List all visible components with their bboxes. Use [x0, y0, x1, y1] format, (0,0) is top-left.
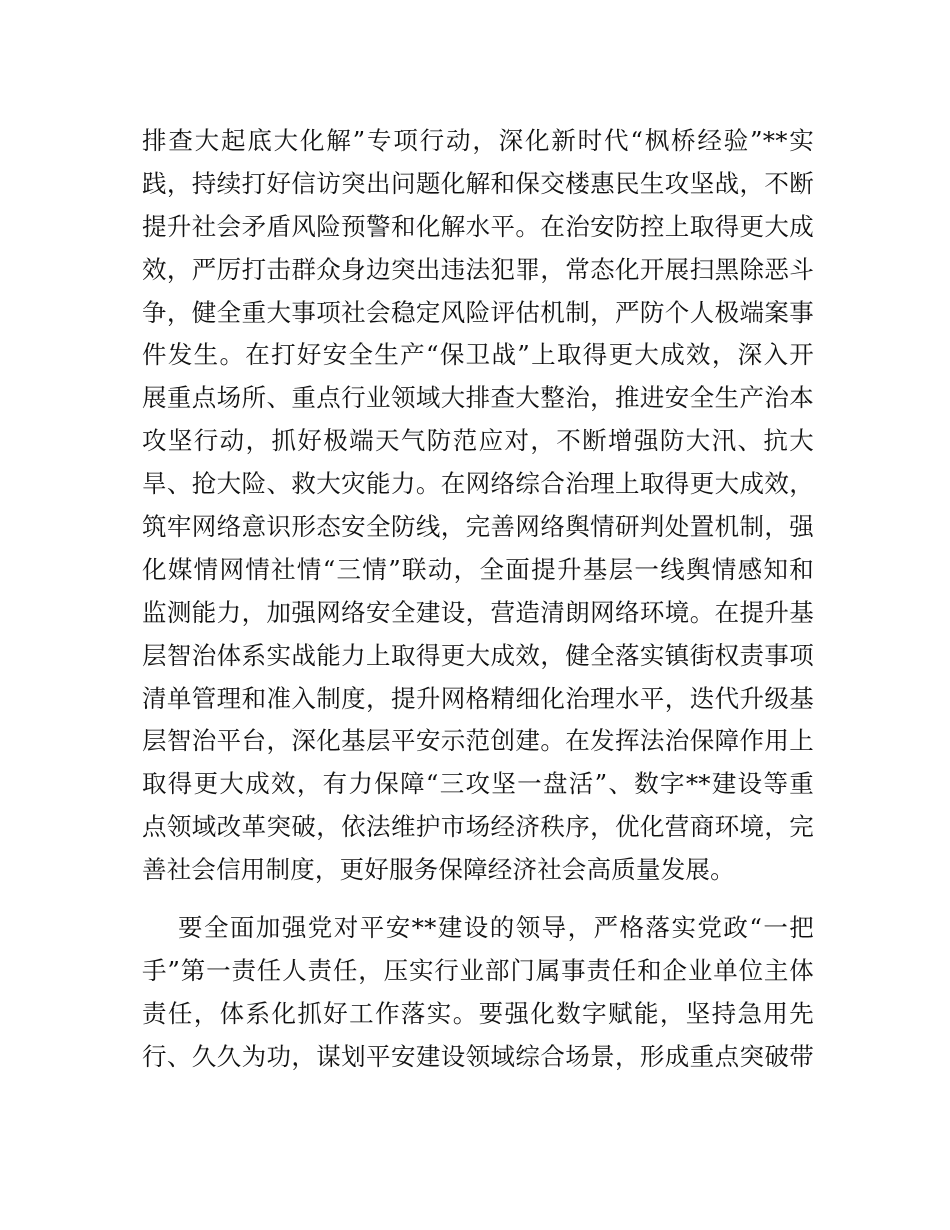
text-line: 提升社会矛盾风险预警和化解水平。在治安防控上取得更大成: [142, 211, 814, 241]
text-line: 手”第一责任人责任，压实行业部门属事责任和企业单位主体: [142, 955, 814, 985]
text-line: 攻坚行动，抓好极端天气防范应对，不断增强防大汛、抗大: [142, 426, 814, 456]
text-line: 筑牢网络意识形态安全防线，完善网络舆情研判处置机制，强: [142, 512, 814, 542]
text-line: 清单管理和准入制度，提升网格精细化治理水平，迭代升级基: [142, 683, 814, 713]
text-line: 效，严厉打击群众身边突出违法犯罪，常态化开展扫黑除恶斗: [142, 254, 814, 284]
text-line: 责任，体系化抓好工作落实。要强化数字赋能，坚持急用先: [142, 998, 814, 1028]
paragraph-1: [142, 120, 814, 892]
text-line: 善社会信用制度，更好服务保障经济社会高质量发展。: [142, 855, 735, 885]
text-line: 取得更大成效，有力保障“三攻坚一盘活”、数字**建设等重: [142, 769, 814, 799]
text-line: 排查大起底大化解”专项行动，深化新时代“枫桥经验”**实: [142, 126, 814, 155]
text-line: 旱、抢大险、救大灾能力。在网络综合治理上取得更大成效，: [142, 469, 814, 499]
paragraph-2: [142, 907, 814, 1079]
text-line: 层智治体系实战能力上取得更大成效，健全落实镇街权责事项: [142, 640, 814, 670]
text-line: 化媒情网情社情“三情”联动，全面提升基层一线舆情感知和: [142, 554, 814, 584]
text-line: 争，健全重大事项社会稳定风险评估机制，严防个人极端案事: [142, 297, 814, 327]
text-line: 行、久久为功，谋划平安建设领域综合场景，形成重点突破带: [142, 1041, 814, 1071]
text-line: 践，持续打好信访突出问题化解和保交楼惠民生攻坚战，不断: [142, 168, 814, 198]
text-line: 层智治平台，深化基层平安示范创建。在发挥法治保障作用上: [142, 726, 814, 756]
text-line: 件发生。在打好安全生产“保卫战”上取得更大成效，深入开: [142, 340, 814, 370]
text-line: 要全面加强党对平安**建设的领导，严格落实党政“一把: [178, 913, 814, 942]
text-line: 展重点场所、重点行业领域大排查大整治，推进安全生产治本: [142, 383, 814, 413]
text-line: 监测能力，加强网络安全建设，营造清朗网络环境。在提升基: [142, 597, 814, 627]
text-line: 点领域改革突破，依法维护市场经济秩序，优化营商环境，完: [142, 812, 814, 842]
